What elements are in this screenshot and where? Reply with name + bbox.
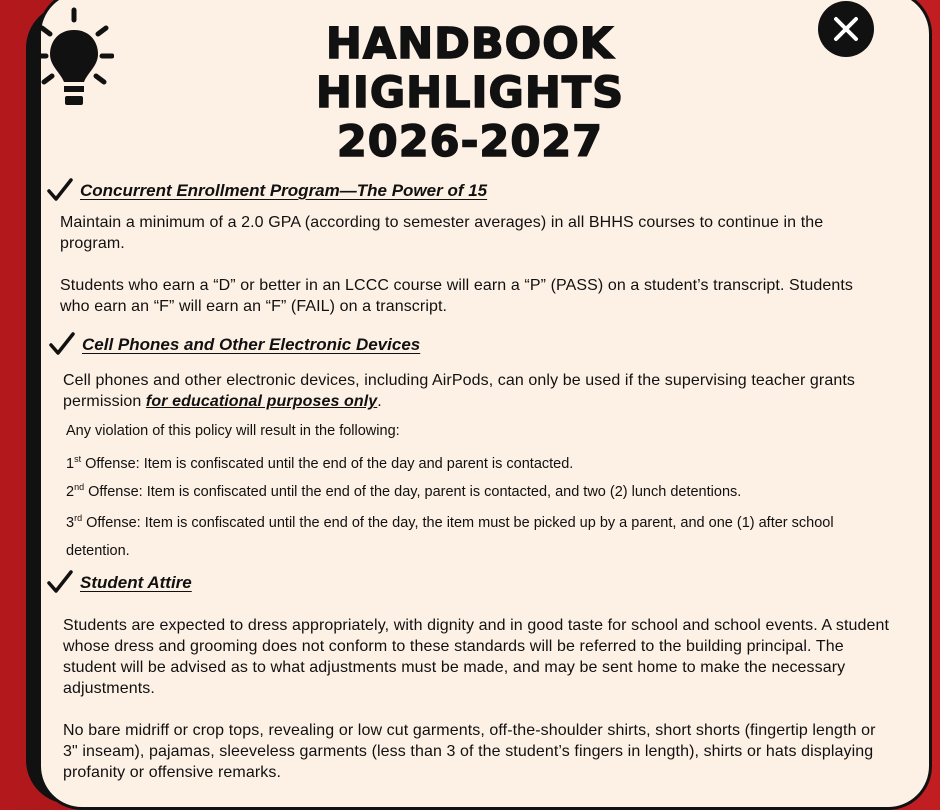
section-heading-phones bbox=[48, 331, 420, 359]
title-line-1: HANDBOOK bbox=[325, 19, 615, 69]
offense-number: 2 bbox=[66, 483, 75, 500]
page-title bbox=[0, 20, 940, 167]
attire-paragraph-2: No bare midriff or crop tops, revealing or low cut garments, off-the-shoulder shirts, short shorts (fingertip length or 3" inseam), pajamas, sleeveless garments (less than 3 of the student’s fingers in length), shirts or hats displaying profanity or offensive remarks. bbox=[63, 722, 876, 781]
phones-paragraph-end: . bbox=[377, 393, 382, 410]
section-heading-attire bbox=[46, 569, 192, 597]
offense-suffix: rd bbox=[74, 513, 83, 523]
title-line-2: HIGHLIGHTS bbox=[315, 68, 625, 118]
phones-paragraph-text: Cell phones and other electronic devices, including AirPods, can only be used if the supervising teacher grants permission bbox=[63, 372, 856, 410]
section-heading-text: Student Attire bbox=[80, 573, 192, 592]
enrollment-paragraph-1: Maintain a minimum of a 2.0 GPA (according to semester averages) in all BHHS courses to continue in the program. bbox=[60, 214, 824, 252]
offense-suffix: st bbox=[74, 454, 82, 464]
offense-number: 3 bbox=[66, 514, 75, 531]
offense-3 bbox=[66, 504, 886, 565]
checkmark-icon bbox=[46, 569, 74, 597]
section-heading-text: Cell Phones and Other Electronic Devices bbox=[82, 335, 421, 354]
offense-1 bbox=[66, 449, 573, 474]
attire-paragraph-1: Students are expected to dress appropriately, with dignity and in good taste for school and school events. A student whose dress and grooming does not conform to these standards will be referred to the building principal. The student will be advised as to what adjustments must be made, and may be sent home to make the necessary adjustments. bbox=[63, 617, 890, 697]
enrollment-paragraph-2: Students who earn a “D” or better in an LCCC course will earn a “P” (PASS) on a student’s transcript. Students who earn an “F” will earn an “F” (FAIL) on a transcript. bbox=[60, 277, 853, 315]
checkmark-icon bbox=[48, 331, 76, 359]
offense-2 bbox=[66, 477, 741, 502]
offense-text: Offense: Item is confiscated until the end of the day and parent is contacted. bbox=[81, 455, 574, 472]
section-heading-text: Concurrent Enrollment Program—The Power of 15 bbox=[80, 181, 488, 200]
violation-intro: Any violation of this policy will result in the following: bbox=[66, 423, 400, 439]
phones-paragraph-1 bbox=[63, 370, 883, 412]
checkmark-icon bbox=[46, 177, 74, 205]
phones-emphasis: for educational purposes only bbox=[145, 393, 378, 410]
offense-text: Offense: Item is confiscated until the end of the day, parent is contacted, and two (2) lunch detentions. bbox=[84, 483, 742, 500]
offense-text: Offense: Item is confiscated until the end of the day, the item must be picked up by a parent, and one (1) after school detention. bbox=[66, 514, 834, 559]
section-heading-enrollment bbox=[46, 177, 487, 205]
offense-suffix: nd bbox=[74, 482, 85, 492]
offense-number: 1 bbox=[66, 455, 75, 472]
title-line-3: 2026-2027 bbox=[336, 117, 604, 167]
